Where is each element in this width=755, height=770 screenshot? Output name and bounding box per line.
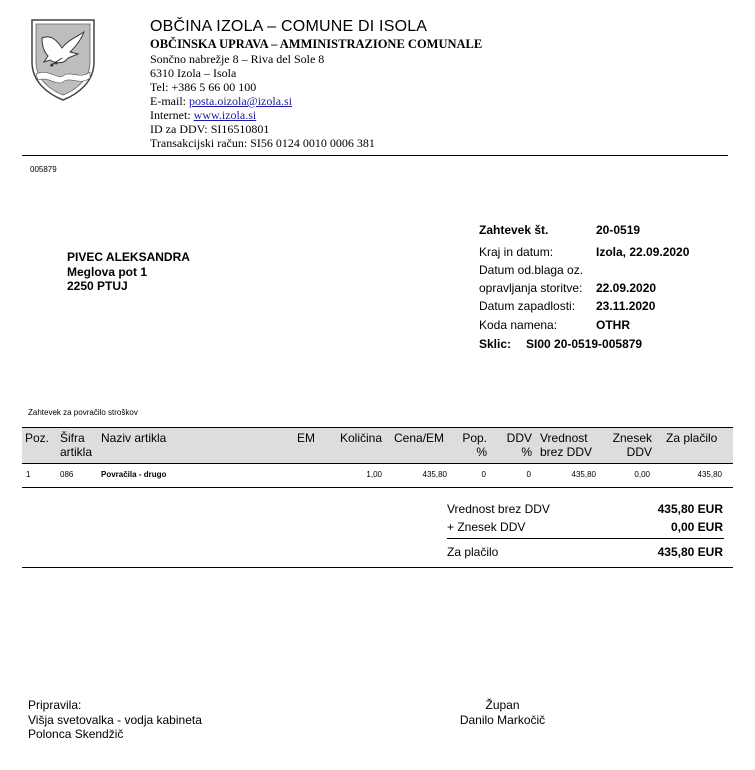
totals-bottom-divider	[22, 567, 733, 568]
col-ddv: DDV %	[506, 431, 532, 459]
cell-vrednost: 435,80	[571, 470, 596, 479]
cell-kolicina: 1,00	[366, 470, 382, 479]
telephone: Tel: +386 5 66 00 100	[150, 80, 257, 94]
address-line-2: 6310 Izola – Isola	[150, 66, 237, 80]
cell-za-placilo: 435,80	[697, 470, 722, 479]
reference-value: SI00 20-0519-005879	[526, 337, 643, 351]
cell-pop: 0	[481, 470, 486, 479]
mayor-label: Župan	[485, 698, 520, 712]
col-pop: Pop. %	[462, 431, 487, 459]
prepared-by-block	[28, 698, 202, 742]
administration-title: OBČINSKA UPRAVA – AMMINISTRAZIONE COMUNALE	[150, 37, 483, 51]
municipality-title: OBČINA IZOLA – COMUNE DI ISOLA	[150, 18, 428, 35]
email-line	[150, 94, 292, 108]
coat-of-arms-dove-icon	[28, 18, 98, 102]
mayor-name: Danilo Markočič	[459, 712, 546, 727]
col-naziv: Naziv artikla	[101, 431, 167, 445]
cell-cena: 435,80	[422, 470, 447, 479]
due-date-label: Datum zapadlosti:	[479, 299, 576, 313]
table-row	[22, 462, 733, 486]
table-caption: Zahtevek za povračilo stroškov	[28, 408, 138, 417]
due-date-value: 23.11.2020	[596, 299, 656, 313]
total-value: 435,80 EUR	[657, 545, 723, 559]
vat-id: ID za DDV: SI16510801	[150, 122, 270, 136]
recipient-city: 2250 PTUJ	[67, 279, 128, 293]
cell-naziv: Povračila - drugo	[101, 470, 167, 479]
delivery-date-label-2: opravljanja storitve:	[479, 281, 583, 295]
table-header	[22, 427, 733, 464]
document-number: 005879	[30, 165, 57, 174]
internet-label: Internet:	[150, 108, 194, 122]
request-number-label: Zahtevek št.	[479, 223, 549, 237]
purpose-code-label: Koda namena:	[479, 318, 558, 332]
purpose-code-value: OTHR	[596, 318, 630, 332]
col-znesek: Znesek DDV	[612, 431, 652, 459]
prepared-by-role: Višja svetovalka - vodja kabineta	[28, 712, 202, 727]
header-divider	[22, 155, 728, 156]
total-label: Za plačilo	[447, 545, 499, 559]
website-link[interactable]: www.izola.si	[193, 108, 257, 122]
place-date-label: Kraj in datum:	[479, 245, 554, 259]
place-date-value: Izola, 22.09.2020	[596, 245, 690, 259]
email-label: E-mail:	[150, 94, 189, 108]
vat-amount-value: 0,00 EUR	[670, 520, 723, 534]
address-line-1: Sončno nabrežje 8 – Riva del Sole 8	[150, 52, 325, 66]
cell-znesek: 0,00	[634, 470, 650, 479]
net-amount-label: Vrednost brez DDV	[447, 502, 550, 516]
vat-amount-label: + Znesek DDV	[447, 520, 526, 534]
col-cena: Cena/EM	[394, 431, 445, 445]
delivery-date-value: 22.09.2020	[596, 281, 657, 295]
mayor-block	[440, 698, 565, 727]
col-em: EM	[297, 431, 315, 445]
reference-label: Sklic:	[479, 337, 512, 351]
prepared-by-name: Polonca Skendžič	[28, 727, 124, 741]
internet-line	[150, 108, 256, 122]
col-za-placilo: Za plačilo	[666, 431, 718, 445]
delivery-date-label-1: Datum od.blaga oz.	[479, 263, 584, 277]
col-sifra: Šifra artikla	[60, 431, 93, 459]
bank-account: Transakcijski račun: SI56 0124 0010 0006 381	[150, 136, 375, 150]
cell-sifra: 086	[60, 470, 74, 479]
prepared-by-label: Pripravila:	[28, 698, 82, 712]
table-bottom-divider	[22, 487, 733, 488]
col-poz: Poz.	[25, 431, 50, 445]
recipient-block	[67, 250, 190, 294]
col-vrednost: Vrednost brez DDV	[540, 431, 593, 459]
email-link[interactable]: posta.oizola@izola.si	[189, 94, 293, 108]
request-number-value: 20-0519	[596, 223, 641, 237]
cell-ddv: 0	[526, 470, 531, 479]
recipient-name: PIVEC ALEKSANDRA	[67, 250, 190, 264]
recipient-street: Meglova pot 1	[67, 264, 148, 279]
totals-divider	[447, 538, 724, 539]
col-kolicina: Količina	[340, 431, 383, 445]
cell-poz: 1	[26, 470, 31, 479]
net-amount-value: 435,80 EUR	[657, 502, 723, 516]
